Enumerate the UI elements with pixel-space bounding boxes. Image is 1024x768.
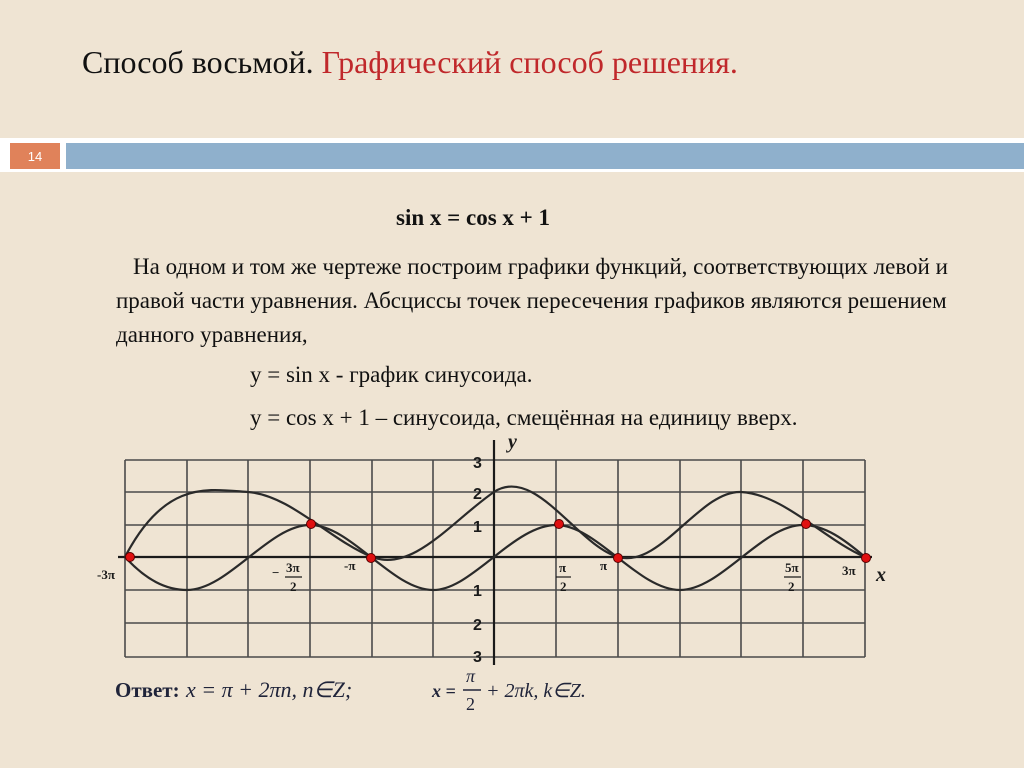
intersection-point [307,520,316,529]
x-label-pi-over-2-num: π [559,560,567,575]
answer-label: Ответ: [115,678,180,702]
y-tick-label: 3 [473,649,482,666]
x-label-5pi-over-2-num: 5π [785,560,799,575]
y-tick-label: 1 [473,519,482,536]
intersection-point [126,553,135,562]
intersection-point [862,554,871,563]
slide-number-badge: 14 [10,143,60,169]
x-label-5pi-over-2-den: 2 [788,579,795,594]
answer-2-rhs: + 2πk, k∈Z. [486,680,586,702]
x-label-neg-pi: -π [344,558,356,573]
y-axis-label: y [508,431,517,453]
answer-1: x = π + 2πn, n∈Z; [186,677,353,702]
intersection-point [802,520,811,529]
x-axis-label: x [876,564,886,586]
x-label-pi-over-2-den: 2 [560,579,567,594]
intersection-point [614,554,623,563]
cos-description: y = cos x + 1 – синусоида, смещённая на единицу вверх. [250,405,798,430]
intersection-point [555,520,564,529]
y-tick-label: 1 [473,583,482,600]
equation: sin x = cos x + 1 [396,205,551,230]
x-label-neg-3pi: -3π [97,567,115,582]
x-label-neg-3pi-over-2-num: 3π [286,560,300,575]
title-accent: Графический способ решения. [321,44,738,80]
intersection-point [367,554,376,563]
answer-2-lhs: x = [432,681,456,701]
y-tick-label: 2 [473,486,482,503]
x-label-neg-3pi-over-2-den: 2 [290,579,297,594]
y-tick-label: 2 [473,617,482,634]
axes [118,440,872,665]
x-label-3pi: 3π [842,563,856,578]
answer-2-den: 2 [466,694,475,714]
x-label-minus-sign: − [272,565,280,580]
paragraph-text: На одном и том же чертеже построим графики функций, соответствующих левой и правой части уравнения. Абсциссы точек пересечения графиков являются решением данного уравнения, [116,254,948,347]
answer-2-num: π [466,666,476,686]
title-plain: Способ восьмой. [82,44,322,80]
y-tick-label: 3 [473,455,482,472]
sin-description: y = sin x - график синусоида. [250,362,533,387]
x-label-pi: π [600,558,608,573]
